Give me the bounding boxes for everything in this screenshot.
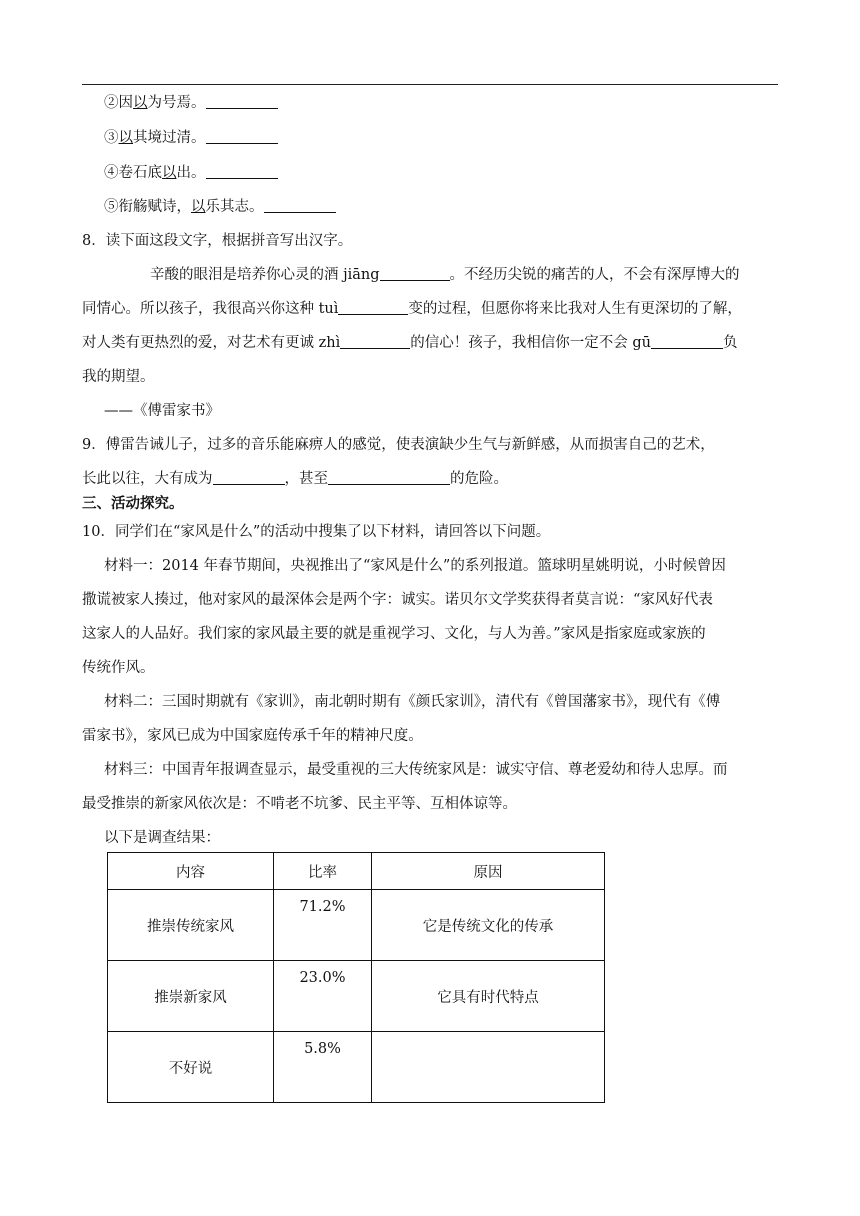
cell-content: 推崇新家风 bbox=[108, 961, 274, 1032]
table-header-row bbox=[108, 853, 605, 890]
answer-blank[interactable] bbox=[264, 198, 336, 213]
q8-line-3 bbox=[82, 333, 737, 353]
answer-blank[interactable] bbox=[206, 129, 278, 144]
sub-item-3 bbox=[104, 128, 278, 148]
cell-reason[interactable] bbox=[372, 1032, 605, 1103]
answer-blank-tui[interactable] bbox=[338, 300, 408, 315]
answer-blank-1[interactable] bbox=[213, 470, 285, 485]
answer-blank-gu[interactable] bbox=[651, 334, 723, 349]
item-text: ④卷石底 bbox=[104, 165, 162, 181]
q8-text: 负 bbox=[722, 335, 738, 351]
q9-text: 的危险。 bbox=[450, 471, 508, 487]
material-1-line: 材料一：2014 年春节期间，央视推出了“家风是什么”的系列报道。篮球明星姚明说，小时候曾因 bbox=[104, 558, 726, 574]
cell-reason: 它具有时代特点 bbox=[372, 961, 605, 1032]
header-reason: 原因 bbox=[372, 853, 605, 890]
q8-line-4: 我的期望。 bbox=[82, 369, 155, 385]
cell-rate bbox=[274, 1032, 372, 1103]
material-1-line: 传统作风。 bbox=[82, 660, 155, 676]
answer-blank-jiang[interactable] bbox=[380, 266, 450, 281]
cell-content: 不好说 bbox=[108, 1032, 274, 1103]
q9-line-2 bbox=[82, 469, 508, 489]
q8-source: ——《傅雷家书》 bbox=[104, 403, 220, 419]
material-1-line: 这家人的人品好。我们家的家风最主要的就是重视学习、文化，与人为善。”家风是指家庭或家族的 bbox=[82, 626, 706, 642]
item-text: 为号焉。 bbox=[147, 95, 206, 111]
survey-table bbox=[107, 852, 605, 1103]
rate-value: 71.2% bbox=[299, 899, 346, 915]
sub-item-5 bbox=[104, 197, 336, 217]
q8-text: 同情心。所以孩子，我很高兴你这种 tuì bbox=[82, 301, 339, 317]
item-text: 其境过清。 bbox=[133, 130, 206, 146]
q8-stem: 8．读下面这段文字，根据拼音写出汉字。 bbox=[82, 233, 353, 249]
table-intro: 以下是调查结果： bbox=[104, 830, 220, 846]
material-2-line: 材料二：三国时期就有《家训》，南北朝时期有《颜氏家训》，清代有《曾国藩家书》，现代有《傅 bbox=[104, 694, 721, 710]
underlined-word: 以 bbox=[118, 130, 133, 146]
q8-text: 辛酸的眼泪是培养你心灵的酒 jiāng bbox=[150, 267, 380, 283]
q8-text: 变的过程，但愿你将来比我对人生有更深切的了解， bbox=[408, 301, 742, 317]
answer-blank[interactable] bbox=[206, 164, 278, 179]
q8-text: 的信心！孩子，我相信你一定不会 gū bbox=[410, 335, 651, 351]
cell-content: 推崇传统家风 bbox=[108, 890, 274, 961]
q8-line-1 bbox=[150, 265, 740, 285]
cell-reason: 它是传统文化的传承 bbox=[372, 890, 605, 961]
underlined-word: 以 bbox=[191, 199, 206, 215]
section-heading: 三、活动探究。 bbox=[82, 496, 184, 512]
underlined-word: 以 bbox=[133, 95, 148, 111]
underlined-word: 以 bbox=[162, 165, 177, 181]
q8-text: 对人类有更热烈的爱，对艺术有更诚 zhì bbox=[82, 335, 341, 351]
answer-blank-2[interactable] bbox=[328, 470, 450, 485]
rate-value: 23.0% bbox=[299, 970, 346, 986]
sub-item-2 bbox=[104, 93, 278, 113]
q9-text: ，甚至 bbox=[284, 471, 328, 487]
q8-text: 。不经历尖锐的痛苦的人，不会有深厚博大的 bbox=[449, 267, 740, 283]
material-3-line: 材料三：中国青年报调查显示，最受重视的三大传统家风是：诚实守信、尊老爱幼和待人忠厚。而 bbox=[104, 762, 728, 778]
answer-blank[interactable] bbox=[206, 94, 278, 109]
material-2-line: 雷家书》，家风已成为中国家庭传承千年的精神尺度。 bbox=[82, 728, 423, 744]
q8-line-2 bbox=[82, 299, 742, 319]
cell-rate bbox=[274, 890, 372, 961]
table-row bbox=[108, 961, 605, 1032]
q9-line-1: 9．傅雷告诫儿子，过多的音乐能麻痹人的感觉，使表演缺少生气与新鲜感，从而损害自己的艺术， bbox=[82, 437, 715, 453]
rate-value: 5.8% bbox=[304, 1041, 341, 1057]
header-rule bbox=[82, 84, 778, 85]
sub-item-4 bbox=[104, 163, 278, 183]
header-content: 内容 bbox=[108, 853, 274, 890]
header-rate: 比率 bbox=[274, 853, 372, 890]
q10-stem: 10．同学们在“家风是什么”的活动中搜集了以下材料，请回答以下问题。 bbox=[82, 524, 551, 540]
item-text: 出。 bbox=[176, 165, 206, 181]
item-text: ③ bbox=[104, 130, 119, 146]
table-row bbox=[108, 1032, 605, 1103]
table-row bbox=[108, 890, 605, 961]
item-text: ②因 bbox=[104, 95, 133, 111]
material-3-line: 最受推崇的新家风依次是：不啃老不坑爹、民主平等、互相体谅等。 bbox=[82, 796, 517, 812]
item-text: 乐其志。 bbox=[205, 199, 264, 215]
q9-text: 长此以往，大有成为 bbox=[82, 471, 213, 487]
cell-rate bbox=[274, 961, 372, 1032]
answer-blank-zhi[interactable] bbox=[340, 334, 410, 349]
item-text: ⑤衔觞赋诗， bbox=[104, 199, 191, 215]
material-1-line: 撒谎被家人揍过，他对家风的最深体会是两个字：诚实。诺贝尔文学奖获得者莫言说：“家风好代表 bbox=[82, 592, 713, 608]
